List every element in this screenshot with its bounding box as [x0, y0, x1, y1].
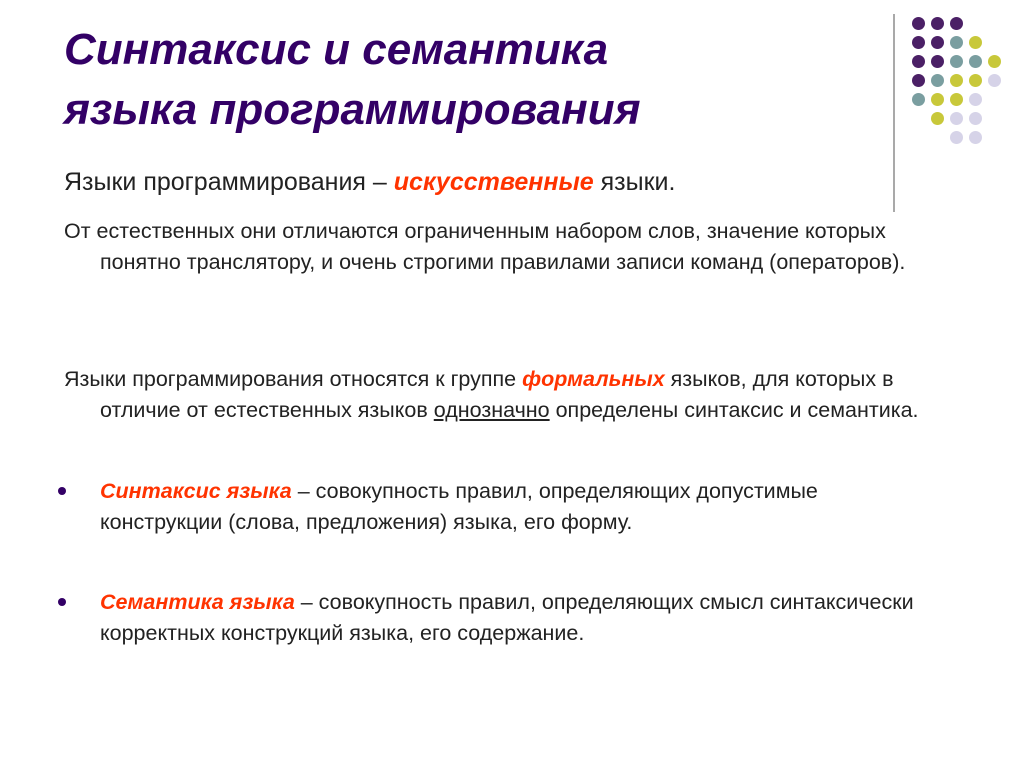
decor-dot: [969, 55, 982, 68]
decor-dot: [950, 112, 963, 125]
term-semantics: Семантика языка: [100, 590, 295, 614]
bullet-syntax: [58, 476, 938, 538]
definition-syntax: – совокупность правил, определяющих допустимые конструкции (слова, предложения) языка, его форму.: [100, 479, 818, 534]
paragraph-natural-vs-artificial: От естественных они отличаются ограниченным набором слов, значение которых понятно транслятору, и очень строгими правилами записи команд (операторов).: [64, 219, 906, 274]
decor-dot: [988, 55, 1001, 68]
term-syntax: Синтаксис языка: [100, 479, 292, 503]
decor-dot: [931, 112, 944, 125]
title-line-2: языка программирования: [64, 85, 641, 134]
lead-sentence: [64, 168, 904, 197]
para2-emphasis: формальных: [522, 367, 665, 391]
decor-dot: [950, 131, 963, 144]
decor-dot: [912, 55, 925, 68]
lead-emphasis: искусственные: [393, 168, 594, 196]
lead-end: языки.: [593, 168, 676, 196]
decor-dot: [950, 74, 963, 87]
para2-underlined: однозначно: [433, 398, 550, 422]
para2-end: определены синтаксис и семантика.: [549, 398, 919, 422]
decor-dot: [950, 36, 963, 49]
definition-semantics: – совокупность правил, определяющих смысл синтаксически корректных конструкций языка, его содержание.: [100, 590, 914, 645]
decor-dot: [912, 36, 925, 49]
bullet-dot: [58, 598, 66, 606]
decor-dot: [969, 74, 982, 87]
decor-dot: [912, 93, 925, 106]
decor-dot: [969, 93, 982, 106]
decor-dot: [931, 17, 944, 30]
bullet-dot: [58, 487, 66, 495]
paragraph-formal-languages: [64, 364, 960, 426]
dot-grid-decoration: [912, 17, 1012, 167]
bullet-syntax-text: [100, 476, 938, 538]
slide-title: [64, 20, 864, 140]
decor-dot: [950, 55, 963, 68]
decor-dot: [969, 112, 982, 125]
decor-dot: [950, 17, 963, 30]
decor-dot: [969, 131, 982, 144]
decor-dot: [969, 36, 982, 49]
decor-dot: [912, 17, 925, 30]
decor-dot: [931, 74, 944, 87]
decor-dot: [931, 55, 944, 68]
bullet-semantics-text: [100, 587, 938, 649]
decor-dot: [931, 36, 944, 49]
lead-text: Языки программирования –: [64, 168, 394, 196]
para2-middle: языков, для которых в отличие от естественных языков: [100, 367, 894, 422]
decor-dot: [950, 93, 963, 106]
bullet-semantics: [58, 587, 938, 649]
para2-start: Языки программирования относятся к группе: [64, 367, 523, 391]
decor-dot: [931, 93, 944, 106]
decor-dot: [912, 74, 925, 87]
decor-dot: [988, 74, 1001, 87]
title-line-1: Синтаксис и семантика: [64, 25, 609, 74]
